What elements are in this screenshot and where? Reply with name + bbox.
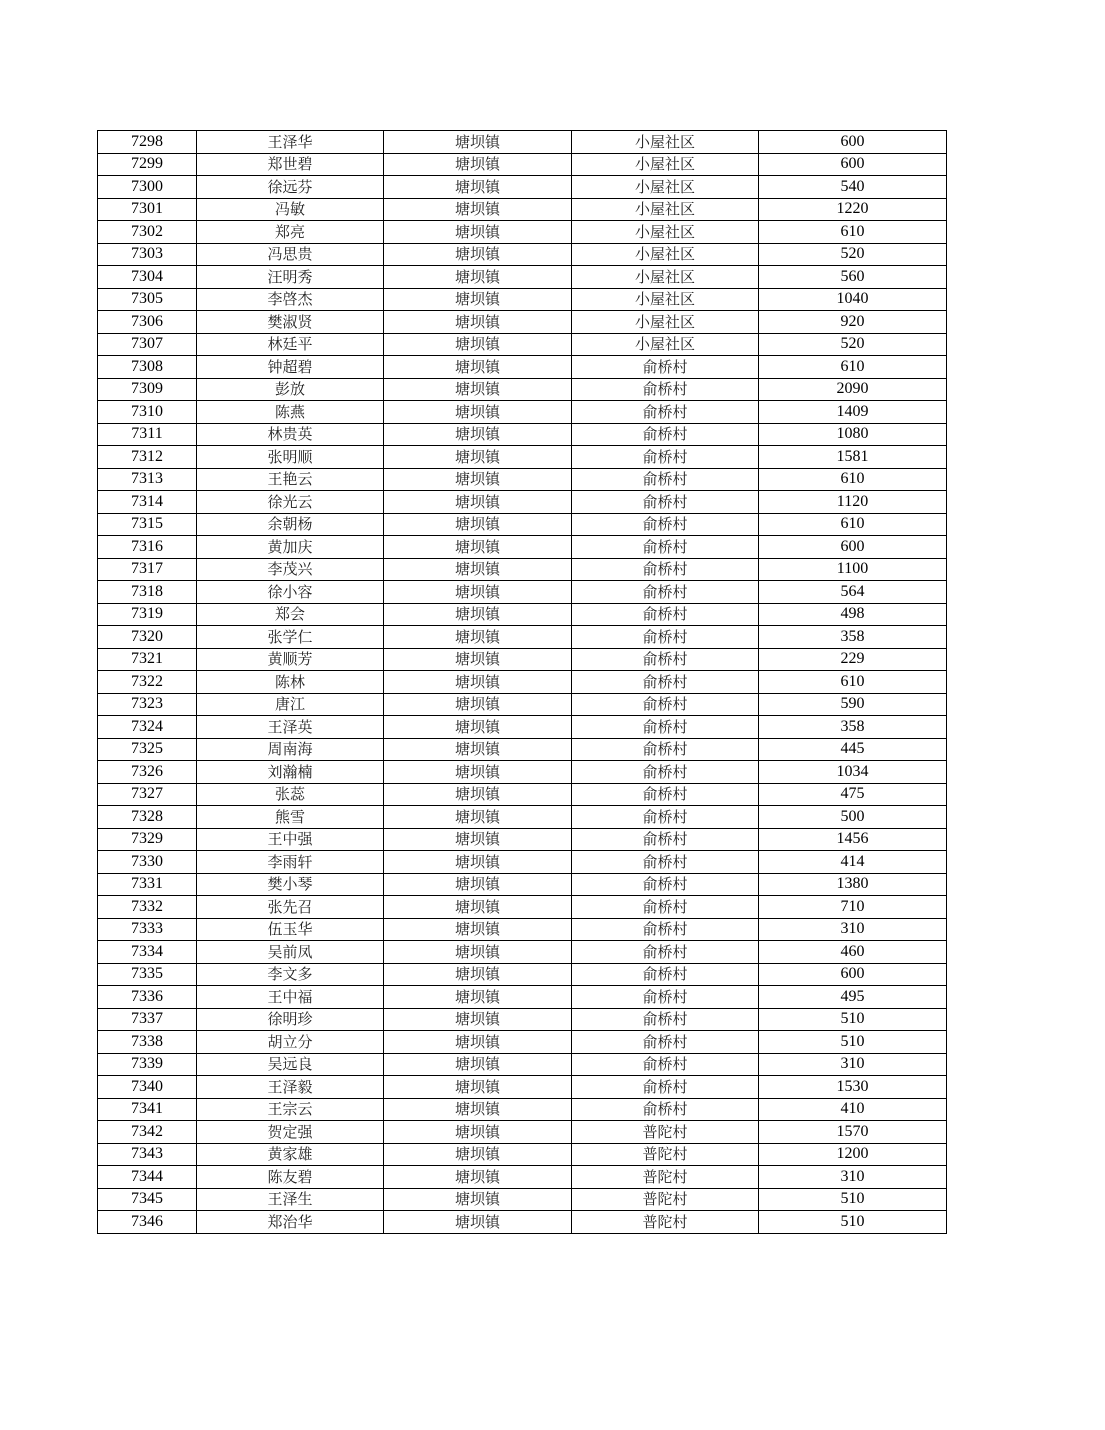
village-cell: 俞桥村 — [572, 986, 759, 1009]
table-row — [98, 423, 947, 446]
name-cell: 钟超碧 — [197, 356, 384, 379]
serial-number-cell: 7333 — [98, 918, 197, 941]
name-cell: 李文多 — [197, 963, 384, 986]
village-cell: 俞桥村 — [572, 401, 759, 424]
table-row — [98, 1211, 947, 1234]
serial-number-cell: 7327 — [98, 783, 197, 806]
village-cell: 俞桥村 — [572, 513, 759, 536]
village-cell: 俞桥村 — [572, 963, 759, 986]
town-cell: 塘坝镇 — [384, 1121, 572, 1144]
village-cell: 俞桥村 — [572, 648, 759, 671]
table-row — [98, 1008, 947, 1031]
serial-number-cell: 7298 — [98, 131, 197, 154]
table-row — [98, 1166, 947, 1189]
village-cell: 俞桥村 — [572, 671, 759, 694]
village-cell: 俞桥村 — [572, 1008, 759, 1031]
table-row — [98, 603, 947, 626]
table-row — [98, 378, 947, 401]
amount-cell: 560 — [759, 266, 947, 289]
village-cell: 俞桥村 — [572, 446, 759, 469]
name-cell: 王泽英 — [197, 716, 384, 739]
table-row — [98, 176, 947, 199]
town-cell: 塘坝镇 — [384, 243, 572, 266]
town-cell: 塘坝镇 — [384, 851, 572, 874]
town-cell: 塘坝镇 — [384, 1031, 572, 1054]
table-row — [98, 491, 947, 514]
town-cell: 塘坝镇 — [384, 401, 572, 424]
town-cell: 塘坝镇 — [384, 558, 572, 581]
village-cell: 俞桥村 — [572, 536, 759, 559]
table-row — [98, 716, 947, 739]
village-cell: 小屋社区 — [572, 176, 759, 199]
village-cell: 俞桥村 — [572, 941, 759, 964]
amount-cell: 310 — [759, 918, 947, 941]
amount-cell: 1200 — [759, 1143, 947, 1166]
name-cell: 陈林 — [197, 671, 384, 694]
serial-number-cell: 7313 — [98, 468, 197, 491]
town-cell: 塘坝镇 — [384, 1008, 572, 1031]
town-cell: 塘坝镇 — [384, 806, 572, 829]
table-row — [98, 761, 947, 784]
amount-cell: 310 — [759, 1053, 947, 1076]
amount-cell: 1530 — [759, 1076, 947, 1099]
village-cell: 俞桥村 — [572, 1098, 759, 1121]
table-row — [98, 963, 947, 986]
data-table — [97, 130, 947, 1234]
table-row — [98, 918, 947, 941]
name-cell: 陈友碧 — [197, 1166, 384, 1189]
table-row — [98, 648, 947, 671]
village-cell: 俞桥村 — [572, 423, 759, 446]
serial-number-cell: 7322 — [98, 671, 197, 694]
amount-cell: 520 — [759, 333, 947, 356]
town-cell: 塘坝镇 — [384, 1166, 572, 1189]
serial-number-cell: 7300 — [98, 176, 197, 199]
serial-number-cell: 7321 — [98, 648, 197, 671]
name-cell: 王中强 — [197, 828, 384, 851]
name-cell: 郑会 — [197, 603, 384, 626]
table-row — [98, 986, 947, 1009]
village-cell: 俞桥村 — [572, 693, 759, 716]
name-cell: 樊小琴 — [197, 873, 384, 896]
table-row — [98, 806, 947, 829]
table-row — [98, 896, 947, 919]
amount-cell: 610 — [759, 356, 947, 379]
serial-number-cell: 7314 — [98, 491, 197, 514]
serial-number-cell: 7308 — [98, 356, 197, 379]
town-cell: 塘坝镇 — [384, 198, 572, 221]
village-cell: 普陀村 — [572, 1188, 759, 1211]
town-cell: 塘坝镇 — [384, 131, 572, 154]
amount-cell: 1220 — [759, 198, 947, 221]
village-cell: 俞桥村 — [572, 896, 759, 919]
name-cell: 唐江 — [197, 693, 384, 716]
town-cell: 塘坝镇 — [384, 671, 572, 694]
name-cell: 李茂兴 — [197, 558, 384, 581]
name-cell: 余朝杨 — [197, 513, 384, 536]
town-cell: 塘坝镇 — [384, 333, 572, 356]
town-cell: 塘坝镇 — [384, 761, 572, 784]
amount-cell: 310 — [759, 1166, 947, 1189]
amount-cell: 1100 — [759, 558, 947, 581]
amount-cell: 445 — [759, 738, 947, 761]
amount-cell: 600 — [759, 131, 947, 154]
serial-number-cell: 7306 — [98, 311, 197, 334]
table-row — [98, 1076, 947, 1099]
town-cell: 塘坝镇 — [384, 153, 572, 176]
table-row — [98, 873, 947, 896]
table-row — [98, 1188, 947, 1211]
serial-number-cell: 7343 — [98, 1143, 197, 1166]
amount-cell: 590 — [759, 693, 947, 716]
amount-cell: 1380 — [759, 873, 947, 896]
town-cell: 塘坝镇 — [384, 896, 572, 919]
town-cell: 塘坝镇 — [384, 311, 572, 334]
name-cell: 吴远良 — [197, 1053, 384, 1076]
table-body — [98, 131, 947, 1234]
name-cell: 冯敏 — [197, 198, 384, 221]
serial-number-cell: 7307 — [98, 333, 197, 356]
amount-cell: 600 — [759, 963, 947, 986]
serial-number-cell: 7330 — [98, 851, 197, 874]
town-cell: 塘坝镇 — [384, 536, 572, 559]
table-row — [98, 693, 947, 716]
serial-number-cell: 7309 — [98, 378, 197, 401]
town-cell: 塘坝镇 — [384, 738, 572, 761]
serial-number-cell: 7325 — [98, 738, 197, 761]
amount-cell: 1040 — [759, 288, 947, 311]
town-cell: 塘坝镇 — [384, 491, 572, 514]
table-row — [98, 581, 947, 604]
table-row — [98, 1098, 947, 1121]
serial-number-cell: 7341 — [98, 1098, 197, 1121]
town-cell: 塘坝镇 — [384, 693, 572, 716]
table-row — [98, 738, 947, 761]
village-cell: 小屋社区 — [572, 131, 759, 154]
serial-number-cell: 7302 — [98, 221, 197, 244]
town-cell: 塘坝镇 — [384, 1211, 572, 1234]
name-cell: 徐光云 — [197, 491, 384, 514]
village-cell: 普陀村 — [572, 1211, 759, 1234]
name-cell: 刘瀚楠 — [197, 761, 384, 784]
village-cell: 俞桥村 — [572, 873, 759, 896]
serial-number-cell: 7329 — [98, 828, 197, 851]
table-row — [98, 311, 947, 334]
table-row — [98, 446, 947, 469]
town-cell: 塘坝镇 — [384, 1076, 572, 1099]
table-row — [98, 221, 947, 244]
name-cell: 张学仁 — [197, 626, 384, 649]
village-cell: 小屋社区 — [572, 198, 759, 221]
amount-cell: 229 — [759, 648, 947, 671]
village-cell: 小屋社区 — [572, 311, 759, 334]
name-cell: 郑亮 — [197, 221, 384, 244]
amount-cell: 600 — [759, 536, 947, 559]
table-row — [98, 288, 947, 311]
village-cell: 普陀村 — [572, 1166, 759, 1189]
serial-number-cell: 7323 — [98, 693, 197, 716]
table-row — [98, 153, 947, 176]
table-row — [98, 401, 947, 424]
village-cell: 俞桥村 — [572, 491, 759, 514]
serial-number-cell: 7340 — [98, 1076, 197, 1099]
name-cell: 熊雪 — [197, 806, 384, 829]
village-cell: 俞桥村 — [572, 468, 759, 491]
table-row — [98, 198, 947, 221]
village-cell: 俞桥村 — [572, 806, 759, 829]
name-cell: 胡立分 — [197, 1031, 384, 1054]
serial-number-cell: 7334 — [98, 941, 197, 964]
serial-number-cell: 7318 — [98, 581, 197, 604]
name-cell: 林贵英 — [197, 423, 384, 446]
amount-cell: 1581 — [759, 446, 947, 469]
town-cell: 塘坝镇 — [384, 288, 572, 311]
amount-cell: 1120 — [759, 491, 947, 514]
amount-cell: 610 — [759, 468, 947, 491]
name-cell: 王泽生 — [197, 1188, 384, 1211]
village-cell: 小屋社区 — [572, 153, 759, 176]
town-cell: 塘坝镇 — [384, 963, 572, 986]
table-row — [98, 783, 947, 806]
serial-number-cell: 7342 — [98, 1121, 197, 1144]
name-cell: 吴前凤 — [197, 941, 384, 964]
amount-cell: 2090 — [759, 378, 947, 401]
serial-number-cell: 7304 — [98, 266, 197, 289]
town-cell: 塘坝镇 — [384, 828, 572, 851]
serial-number-cell: 7311 — [98, 423, 197, 446]
name-cell: 汪明秀 — [197, 266, 384, 289]
serial-number-cell: 7324 — [98, 716, 197, 739]
town-cell: 塘坝镇 — [384, 581, 572, 604]
table-row — [98, 1053, 947, 1076]
village-cell: 俞桥村 — [572, 716, 759, 739]
town-cell: 塘坝镇 — [384, 1143, 572, 1166]
name-cell: 彭放 — [197, 378, 384, 401]
amount-cell: 510 — [759, 1031, 947, 1054]
village-cell: 小屋社区 — [572, 243, 759, 266]
village-cell: 俞桥村 — [572, 558, 759, 581]
serial-number-cell: 7310 — [98, 401, 197, 424]
table-row — [98, 671, 947, 694]
town-cell: 塘坝镇 — [384, 986, 572, 1009]
table-row — [98, 828, 947, 851]
amount-cell: 1570 — [759, 1121, 947, 1144]
amount-cell: 610 — [759, 513, 947, 536]
amount-cell: 920 — [759, 311, 947, 334]
table-row — [98, 243, 947, 266]
town-cell: 塘坝镇 — [384, 648, 572, 671]
amount-cell: 414 — [759, 851, 947, 874]
name-cell: 郑治华 — [197, 1211, 384, 1234]
village-cell: 俞桥村 — [572, 626, 759, 649]
serial-number-cell: 7315 — [98, 513, 197, 536]
village-cell: 小屋社区 — [572, 221, 759, 244]
serial-number-cell: 7305 — [98, 288, 197, 311]
amount-cell: 498 — [759, 603, 947, 626]
amount-cell: 495 — [759, 986, 947, 1009]
amount-cell: 500 — [759, 806, 947, 829]
amount-cell: 1080 — [759, 423, 947, 446]
town-cell: 塘坝镇 — [384, 446, 572, 469]
name-cell: 冯思贵 — [197, 243, 384, 266]
town-cell: 塘坝镇 — [384, 356, 572, 379]
table-row — [98, 131, 947, 154]
table-row — [98, 941, 947, 964]
town-cell: 塘坝镇 — [384, 423, 572, 446]
town-cell: 塘坝镇 — [384, 221, 572, 244]
town-cell: 塘坝镇 — [384, 918, 572, 941]
amount-cell: 358 — [759, 626, 947, 649]
name-cell: 王艳云 — [197, 468, 384, 491]
serial-number-cell: 7345 — [98, 1188, 197, 1211]
village-cell: 俞桥村 — [572, 1031, 759, 1054]
name-cell: 张先召 — [197, 896, 384, 919]
serial-number-cell: 7317 — [98, 558, 197, 581]
serial-number-cell: 7332 — [98, 896, 197, 919]
town-cell: 塘坝镇 — [384, 1188, 572, 1211]
name-cell: 李啓杰 — [197, 288, 384, 311]
table-row — [98, 1031, 947, 1054]
village-cell: 俞桥村 — [572, 356, 759, 379]
amount-cell: 510 — [759, 1188, 947, 1211]
village-cell: 俞桥村 — [572, 603, 759, 626]
name-cell: 张明顺 — [197, 446, 384, 469]
village-cell: 俞桥村 — [572, 1076, 759, 1099]
village-cell: 俞桥村 — [572, 851, 759, 874]
amount-cell: 610 — [759, 671, 947, 694]
table-row — [98, 266, 947, 289]
serial-number-cell: 7331 — [98, 873, 197, 896]
village-cell: 俞桥村 — [572, 581, 759, 604]
table-row — [98, 626, 947, 649]
amount-cell: 610 — [759, 221, 947, 244]
name-cell: 黄加庆 — [197, 536, 384, 559]
serial-number-cell: 7338 — [98, 1031, 197, 1054]
amount-cell: 1409 — [759, 401, 947, 424]
serial-number-cell: 7303 — [98, 243, 197, 266]
town-cell: 塘坝镇 — [384, 783, 572, 806]
table-row — [98, 536, 947, 559]
table-row — [98, 1143, 947, 1166]
table-row — [98, 851, 947, 874]
amount-cell: 600 — [759, 153, 947, 176]
name-cell: 郑世碧 — [197, 153, 384, 176]
name-cell: 樊淑贤 — [197, 311, 384, 334]
amount-cell: 510 — [759, 1211, 947, 1234]
village-cell: 小屋社区 — [572, 266, 759, 289]
village-cell: 普陀村 — [572, 1143, 759, 1166]
serial-number-cell: 7346 — [98, 1211, 197, 1234]
name-cell: 王泽毅 — [197, 1076, 384, 1099]
amount-cell: 358 — [759, 716, 947, 739]
table-row — [98, 1121, 947, 1144]
name-cell: 徐远芬 — [197, 176, 384, 199]
serial-number-cell: 7319 — [98, 603, 197, 626]
amount-cell: 1034 — [759, 761, 947, 784]
name-cell: 徐小容 — [197, 581, 384, 604]
serial-number-cell: 7339 — [98, 1053, 197, 1076]
amount-cell: 410 — [759, 1098, 947, 1121]
table-row — [98, 356, 947, 379]
village-cell: 俞桥村 — [572, 783, 759, 806]
village-cell: 俞桥村 — [572, 918, 759, 941]
name-cell: 林廷平 — [197, 333, 384, 356]
name-cell: 徐明珍 — [197, 1008, 384, 1031]
name-cell: 黄顺芳 — [197, 648, 384, 671]
name-cell: 周南海 — [197, 738, 384, 761]
serial-number-cell: 7328 — [98, 806, 197, 829]
amount-cell: 1456 — [759, 828, 947, 851]
town-cell: 塘坝镇 — [384, 1098, 572, 1121]
serial-number-cell: 7326 — [98, 761, 197, 784]
town-cell: 塘坝镇 — [384, 626, 572, 649]
town-cell: 塘坝镇 — [384, 603, 572, 626]
town-cell: 塘坝镇 — [384, 941, 572, 964]
village-cell: 俞桥村 — [572, 828, 759, 851]
town-cell: 塘坝镇 — [384, 513, 572, 536]
serial-number-cell: 7301 — [98, 198, 197, 221]
serial-number-cell: 7337 — [98, 1008, 197, 1031]
serial-number-cell: 7344 — [98, 1166, 197, 1189]
amount-cell: 510 — [759, 1008, 947, 1031]
serial-number-cell: 7299 — [98, 153, 197, 176]
town-cell: 塘坝镇 — [384, 1053, 572, 1076]
table-row — [98, 513, 947, 536]
amount-cell: 540 — [759, 176, 947, 199]
serial-number-cell: 7316 — [98, 536, 197, 559]
name-cell: 王泽华 — [197, 131, 384, 154]
town-cell: 塘坝镇 — [384, 176, 572, 199]
village-cell: 俞桥村 — [572, 1053, 759, 1076]
town-cell: 塘坝镇 — [384, 266, 572, 289]
serial-number-cell: 7320 — [98, 626, 197, 649]
town-cell: 塘坝镇 — [384, 873, 572, 896]
name-cell: 张蕊 — [197, 783, 384, 806]
village-cell: 普陀村 — [572, 1121, 759, 1144]
name-cell: 王中福 — [197, 986, 384, 1009]
village-cell: 小屋社区 — [572, 333, 759, 356]
village-cell: 俞桥村 — [572, 378, 759, 401]
table-row — [98, 558, 947, 581]
name-cell: 黄家雄 — [197, 1143, 384, 1166]
amount-cell: 710 — [759, 896, 947, 919]
name-cell: 贺定强 — [197, 1121, 384, 1144]
village-cell: 俞桥村 — [572, 738, 759, 761]
amount-cell: 520 — [759, 243, 947, 266]
table-row — [98, 468, 947, 491]
name-cell: 李雨轩 — [197, 851, 384, 874]
town-cell: 塘坝镇 — [384, 378, 572, 401]
serial-number-cell: 7312 — [98, 446, 197, 469]
name-cell: 王宗云 — [197, 1098, 384, 1121]
name-cell: 陈燕 — [197, 401, 384, 424]
village-cell: 俞桥村 — [572, 761, 759, 784]
name-cell: 伍玉华 — [197, 918, 384, 941]
serial-number-cell: 7336 — [98, 986, 197, 1009]
town-cell: 塘坝镇 — [384, 468, 572, 491]
town-cell: 塘坝镇 — [384, 716, 572, 739]
serial-number-cell: 7335 — [98, 963, 197, 986]
table-row — [98, 333, 947, 356]
amount-cell: 564 — [759, 581, 947, 604]
amount-cell: 460 — [759, 941, 947, 964]
village-cell: 小屋社区 — [572, 288, 759, 311]
amount-cell: 475 — [759, 783, 947, 806]
